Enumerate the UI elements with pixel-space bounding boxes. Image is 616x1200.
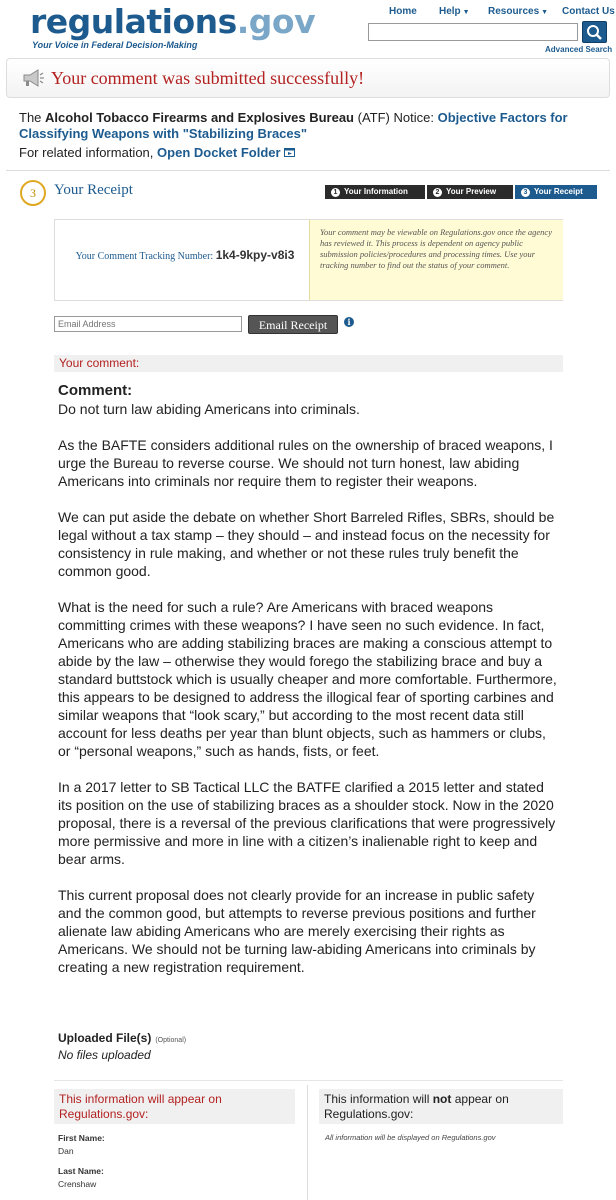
private-info-post: appear on Regulations.gov: xyxy=(324,1092,509,1121)
tracking-number: 1k4-9kpy-v8i3 xyxy=(215,248,295,262)
document-title-link[interactable]: Objective Factors for Classifying Weapons with "Stabilizing Braces" xyxy=(19,110,568,141)
comment-paragraph: What is the need for such a rule? Are Americans with braced weapons committing crimes with these weapons? I have seen no such evidence. In fact, Americans who are adding stabilizing braces are making a conscious attempt to abide by the law – otherwise they would forego the stabilizing brace and buy a standard buttstock which is usually cheaper and more comfortable. Furthermore, this appears to be designed to address the illogical fear of sporting carbines and similar weapons that “look scary,” but according to the most recent data still account for less deaths per year than blunt objects, such as hammers or clubs, or “personal weapons,” such as hands, fists, or feet. xyxy=(58,599,557,759)
step-number-badge: 3 xyxy=(20,180,46,206)
agency-name: Alcohol Tobacco Firearms and Explosives Bureau xyxy=(45,110,354,125)
site-logo[interactable] xyxy=(30,2,315,41)
first-name-label: First Name: xyxy=(58,1133,105,1143)
optional-note: (Optional) xyxy=(155,1037,187,1044)
tracking-label: Your Comment Tracking Number: xyxy=(75,251,214,262)
public-info-header: This information will appear on Regulations.gov: xyxy=(54,1089,295,1124)
no-files-text: No files uploaded xyxy=(58,1048,151,1062)
success-message: Your comment was submitted successfully! xyxy=(51,68,365,88)
first-name-value: Dan xyxy=(58,1146,74,1156)
comment-body xyxy=(58,382,558,994)
step-1-number: 1 xyxy=(331,188,340,197)
all-info-note: All information will be displayed on Regulations.gov xyxy=(325,1133,496,1142)
tracking-number-block xyxy=(65,248,305,264)
search-input[interactable] xyxy=(368,23,578,41)
step-your-receipt xyxy=(515,185,597,199)
comment-paragraph: Do not turn law abiding Americans into criminals. xyxy=(58,401,360,417)
comment-heading: Comment: xyxy=(58,382,133,399)
step-2-number: 2 xyxy=(433,188,442,197)
email-address-input[interactable] xyxy=(54,316,242,332)
section-divider xyxy=(6,170,610,171)
open-docket-link[interactable]: Open Docket Folder xyxy=(157,145,281,160)
comment-paragraph: We can put aside the debate on whether Short Barreled Rifles, SBRs, should be legal without a tax stamp – they should – and instead focus on the necessity for consistency in rule making, and whether or not these rules truly benefit the common good. xyxy=(58,509,555,579)
advanced-search-link[interactable]: Advanced Search xyxy=(545,45,613,54)
step-your-information xyxy=(325,185,425,199)
nav-home[interactable] xyxy=(389,6,417,17)
site-header xyxy=(0,0,616,58)
last-name-label: Last Name: xyxy=(58,1166,104,1176)
comment-paragraph: This current proposal does not clearly provide for an increase in public safety and the common good, but attempts to reverse previous positions and further alienate law abiding Americans who are merely exercising their rights as Americans. We should not be turning law-abiding Americans into criminals by creating a new registration requirement. xyxy=(58,887,536,975)
column-separator xyxy=(307,1085,308,1200)
megaphone-icon xyxy=(21,67,45,89)
your-comment-header: Your comment: xyxy=(54,355,563,372)
success-banner xyxy=(6,58,610,98)
private-info-header xyxy=(319,1089,563,1124)
document-heading xyxy=(19,110,594,142)
nav-help-label: Help xyxy=(439,6,461,17)
info-divider xyxy=(54,1080,563,1081)
related-info xyxy=(19,145,295,160)
tracking-box xyxy=(54,219,563,301)
step-3-number: 3 xyxy=(521,188,530,197)
nav-contact[interactable] xyxy=(562,6,615,17)
logo-tld-text: .gov xyxy=(236,2,316,41)
search-button[interactable] xyxy=(582,21,607,43)
nav-contact-label: Contact Us xyxy=(562,6,615,17)
search-icon xyxy=(583,22,606,42)
site-tagline: Your Voice in Federal Decision-Making xyxy=(32,40,198,50)
caret-down-icon: ▼ xyxy=(462,9,470,16)
nav-help[interactable] xyxy=(439,6,470,17)
private-info-not: not xyxy=(432,1092,452,1106)
nav-resources[interactable] xyxy=(488,6,548,17)
comment-paragraph: In a 2017 letter to SB Tactical LLC the BATFE clarified a 2015 letter and stated its position on the use of stabilizing braces as a shoulder stock. Now in the 2020 proposal, there is a reversal of the previous clarifications that were progressively more permissive and more in line with a citizen’s inalienable right to keep and bear arms. xyxy=(58,779,556,867)
step-3-label: Your Receipt xyxy=(534,187,583,196)
agency-abbr: (ATF) Notice: xyxy=(357,110,434,125)
logo-main-text: regulations xyxy=(30,2,237,41)
step-your-preview xyxy=(427,185,513,199)
related-prefix: For related information, xyxy=(19,145,154,160)
uploaded-files-text: Uploaded File(s) xyxy=(58,1031,152,1045)
step-2-label: Your Preview xyxy=(446,187,497,196)
info-icon[interactable]: i xyxy=(344,317,354,327)
last-name-value: Crenshaw xyxy=(58,1179,97,1189)
caret-down-icon: ▼ xyxy=(541,9,549,16)
comment-paragraph: As the BAFTE considers additional rules on the ownership of braced weapons, I urge the Bureau to reverse course. We should not turn honest, law abiding Americans into criminals nor require them to register their weapons. xyxy=(58,437,553,489)
step-1-label: Your Information xyxy=(344,187,408,196)
nav-resources-label: Resources xyxy=(488,6,540,17)
email-receipt-button[interactable]: Email Receipt xyxy=(248,315,338,334)
document-prefix: The xyxy=(19,110,42,125)
nav-home-label: Home xyxy=(389,6,417,17)
uploaded-files-label xyxy=(58,1031,186,1045)
private-info-pre: This information will xyxy=(324,1092,430,1106)
external-window-icon xyxy=(284,148,295,157)
receipt-title: Your Receipt xyxy=(54,182,133,198)
tracking-notice: Your comment may be viewable on Regulations.gov once the agency has reviewed it. This process is dependent on agency public submission policies/procedures and processing times. Use your tracking number to find out the status of your comment. xyxy=(309,220,563,300)
